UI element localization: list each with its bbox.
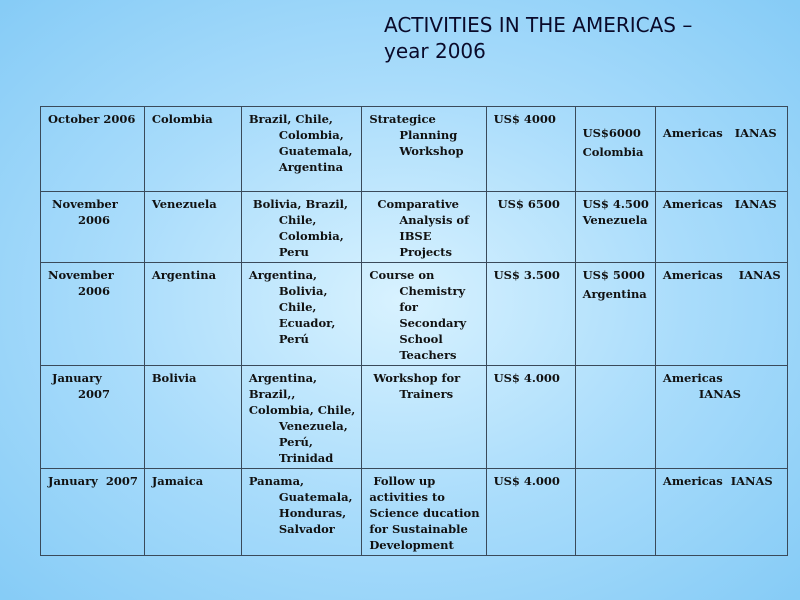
table-row (41, 263, 788, 366)
table-row (41, 366, 788, 469)
activity-cell (362, 192, 486, 263)
cell-text: Venezuela, (278, 419, 348, 433)
participants-cell (241, 366, 361, 469)
cell-text: Argentina (582, 287, 647, 301)
ianas-funds-cell (486, 366, 575, 469)
ianas-funds-cell (486, 263, 575, 366)
cell-text: 2006 (78, 213, 111, 227)
cell-text: Follow up (373, 474, 436, 488)
date-cell (41, 263, 145, 366)
cell-text: Brazil,, (248, 387, 296, 401)
ianas-funds-cell (486, 107, 575, 192)
cell-text: Honduras, (278, 506, 347, 520)
date-cell (41, 107, 145, 192)
cell-text: Americas IANAS (662, 474, 773, 488)
participants-cell (241, 107, 361, 192)
activity-cell (362, 107, 486, 192)
activity-cell (362, 469, 486, 556)
cell-text: Secondary (399, 316, 467, 330)
cell-text: Chile, (278, 300, 317, 314)
host-country-cell (144, 263, 241, 366)
cell-text: Colombia (582, 145, 644, 159)
cell-text: Venezuela (582, 213, 648, 227)
cell-text: Jamaica (151, 474, 204, 488)
table-row (41, 107, 788, 192)
cell-text: IBSE (399, 229, 432, 243)
cell-text: US$ 6500 (497, 197, 560, 211)
cell-text: Development (369, 538, 454, 552)
cell-text: Trainers (399, 387, 454, 401)
slide-title (384, 12, 784, 64)
cell-text: Course on (369, 268, 435, 282)
host-country-cell (144, 366, 241, 469)
host-country-cell (144, 192, 241, 263)
cell-text: IANAS (698, 387, 741, 401)
local-funds-cell (575, 263, 655, 366)
cell-text: Guatemala, (278, 144, 353, 158)
cell-text: 2007 (78, 387, 111, 401)
activity-cell (362, 263, 486, 366)
table-row (41, 469, 788, 556)
activity-cell (362, 366, 486, 469)
cell-text: US$ 5000 (582, 268, 645, 282)
organizer-cell (655, 469, 787, 556)
cell-text: Americas IANAS (662, 268, 781, 282)
cell-text: Argentina (151, 268, 217, 282)
cell-text: Science ducation (369, 506, 480, 520)
ianas-funds-cell (486, 192, 575, 263)
organizer-cell (655, 366, 787, 469)
cell-text: Comparative (377, 197, 460, 211)
local-funds-cell (575, 192, 655, 263)
host-country-cell (144, 469, 241, 556)
cell-text: January 2007 (48, 474, 138, 488)
cell-text: Bolivia (151, 371, 197, 385)
cell-text: US$ 4.500 (582, 197, 649, 211)
activities-table (40, 106, 788, 556)
cell-text: US$ 4000 (493, 112, 556, 126)
local-funds-cell (575, 469, 655, 556)
cell-text: Perú (278, 332, 309, 346)
date-cell (41, 366, 145, 469)
cell-text: October 2006 (48, 112, 136, 126)
cell-text: Peru (278, 245, 309, 259)
host-country-cell (144, 107, 241, 192)
local-funds-cell (575, 107, 655, 192)
slide-title-line1: ACTIVITIES IN THE AMERICAS – (384, 13, 693, 37)
cell-text: Projects (399, 245, 452, 259)
cell-text: Panama, (248, 474, 305, 488)
cell-text: Argentina, (248, 268, 318, 282)
cell-text: Colombia (151, 112, 213, 126)
cell-text: Chile, (278, 213, 317, 227)
cell-text: Workshop for (373, 371, 461, 385)
organizer-cell (655, 263, 787, 366)
cell-text: January (52, 371, 102, 385)
organizer-cell (655, 192, 787, 263)
cell-text: Workshop (399, 144, 464, 158)
cell-text: Analysis of (399, 213, 470, 227)
participants-cell (241, 192, 361, 263)
cell-text: School (399, 332, 443, 346)
cell-text: Colombia, Chile, (248, 403, 356, 417)
cell-text: Colombia, (278, 229, 344, 243)
cell-text: Americas IANAS (662, 126, 777, 140)
cell-text: Bolivia, Brazil, (252, 197, 348, 211)
cell-text: Teachers (399, 348, 457, 362)
cell-text: for (399, 300, 418, 314)
date-cell (41, 469, 145, 556)
cell-text: US$6000 (582, 126, 641, 140)
cell-text: Guatemala, (278, 490, 353, 504)
cell-text: Venezuela (151, 197, 217, 211)
cell-text: 2006 (78, 284, 111, 298)
cell-text: activities to (369, 490, 445, 504)
cell-text: Planning (399, 128, 458, 142)
cell-text: Americas IANAS (662, 197, 777, 211)
cell-text: Perú, (278, 435, 313, 449)
cell-text: US$ 3.500 (493, 268, 560, 282)
local-funds-cell (575, 366, 655, 469)
table-row (41, 192, 788, 263)
cell-text: Salvador (278, 522, 335, 536)
cell-text: Ecuador, (278, 316, 336, 330)
cell-text: Bolivia, (278, 284, 328, 298)
cell-text: Brazil, Chile, (248, 112, 333, 126)
date-cell (41, 192, 145, 263)
cell-text: Colombia, (278, 128, 344, 142)
cell-text: Chemistry (399, 284, 466, 298)
cell-text: Argentina (278, 160, 344, 174)
cell-text: November (52, 197, 118, 211)
cell-text: US$ 4.000 (493, 474, 560, 488)
cell-text: for Sustainable (369, 522, 468, 536)
cell-text: Strategice (369, 112, 436, 126)
slide-title-line2: year 2006 (384, 39, 486, 63)
participants-cell (241, 469, 361, 556)
cell-text: Argentina, (248, 371, 318, 385)
participants-cell (241, 263, 361, 366)
ianas-funds-cell (486, 469, 575, 556)
cell-text: Americas (662, 371, 723, 385)
cell-text: US$ 4.000 (493, 371, 560, 385)
cell-text: November (48, 268, 114, 282)
cell-text: Trinidad (278, 451, 334, 465)
organizer-cell (655, 107, 787, 192)
